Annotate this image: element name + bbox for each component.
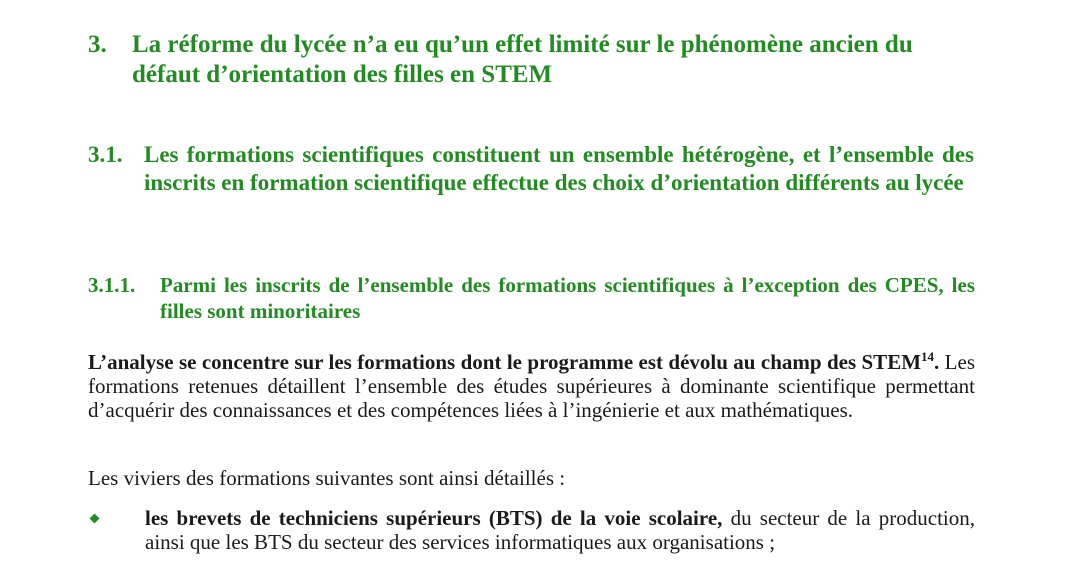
heading-text: Les formations scientifiques constituent un ensemble hétérogène, et l’ensemble des inscrits en formation scientifique effectue des choix d’orientation différents au lycée [144,142,974,195]
diamond-bullet-icon [90,514,100,524]
paragraph-bold-period: . [934,350,940,374]
intro-paragraph [88,350,975,422]
list-item-text [145,506,975,554]
heading-text: Parmi les inscrits de l’ensemble des formations scientifiques à l’exception des CPES, les filles sont minoritaires [160,273,975,323]
heading-number: 3. [88,31,107,58]
list-intro-paragraph: Les viviers des formations suivantes sont ainsi détaillés : [88,466,566,490]
footnote-reference[interactable]: 14 [921,349,935,364]
heading-text: La réforme du lycée n’a eu qu’un effet limité sur le phénomène ancien du défaut d’orientation des filles en STEM [132,31,913,88]
paragraph-bold-lead: L’analyse se concentre sur les formations dont le programme est dévolu au champ des STEM [88,350,922,374]
list-item [88,506,975,566]
heading-number: 3.1. [88,142,123,167]
paragraph-body-text: Les formations retenues détaillent l’ensemble des études supérieures à dominante scientifique permettant d’acquérir des connaissances et des compétences liées à l’ingénierie et aux mathématiques. [88,350,975,422]
heading-number: 3.1.1. [88,273,136,297]
list-item-bold-lead: les brevets de techniciens supérieurs (BTS) de la voie scolaire, [145,506,723,530]
list-item-body: du secteur de la production, ainsi que les BTS du secteur des services informatiques aux organisations ; [145,506,975,554]
